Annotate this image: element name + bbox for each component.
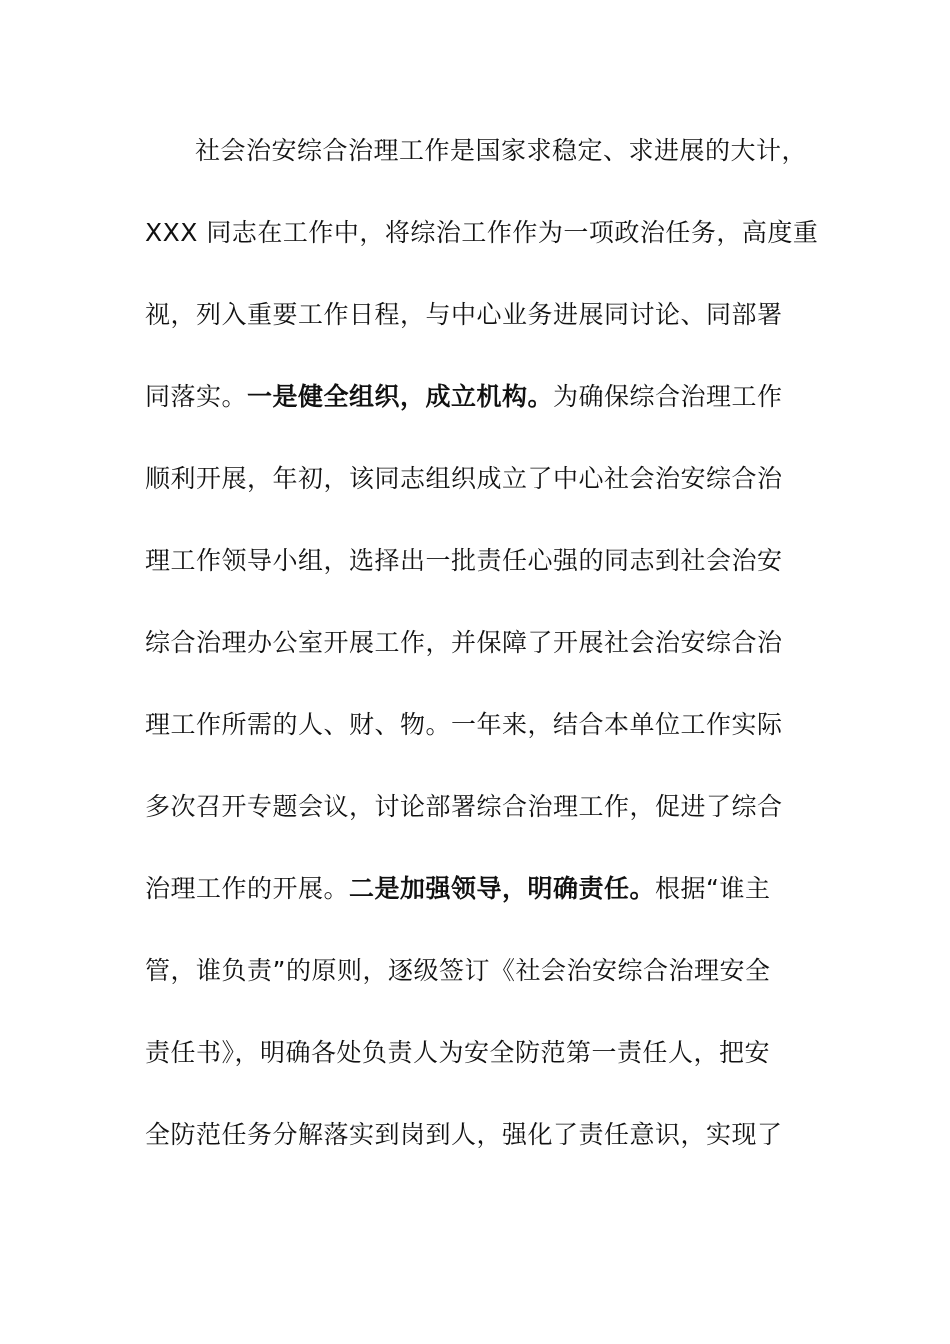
text-line: 社会治安综合治理工作是国家求稳定、求进展的大计， <box>195 136 808 165</box>
text-line: 全防范任务分解落实到岗到人，强化了责任意识，实现了 <box>145 1120 783 1149</box>
text-run: 治理工作的开展。 <box>145 874 350 903</box>
bold-heading-two: 二是加强领导，明确责任。 <box>349 874 656 903</box>
text-run: 根据“谁主 <box>655 874 771 903</box>
text-line: 综合治理办公室开展工作，并保障了开展社会治安综合治 <box>145 628 783 657</box>
text-line: 责任书》，明确各处负责人为安全防范第一责任人，把安 <box>145 1038 771 1067</box>
text-line: 理工作领导小组，选择出一批责任心强的同志到社会治安 <box>145 546 783 575</box>
bold-heading-one: 一是健全组织，成立机构。 <box>247 382 554 411</box>
text-line: 顺利开展，年初，该同志组织成立了中心社会治安综合治 <box>145 464 783 493</box>
text-line: 管，谁负责”的原则，逐级签订《社会治安综合治理安全 <box>145 956 771 985</box>
text-line: 视，列入重要工作日程，与中心业务进展同讨论、同部署 <box>145 300 783 329</box>
text-line: 多次召开专题会议，讨论部署综合治理工作，促进了综合 <box>145 792 783 821</box>
text-line <box>145 374 810 456</box>
text-line <box>145 866 810 948</box>
text-run: 同落实。 <box>145 382 248 411</box>
text-line: XXX 同志在工作中，将综治工作作为一项政治任务，高度重 <box>145 218 819 247</box>
text-run: 为确保综合治理工作 <box>553 382 783 411</box>
body-paragraph <box>145 128 819 1194</box>
text-line: 理工作所需的人、财、物。一年来，结合本单位工作实际 <box>145 710 783 739</box>
